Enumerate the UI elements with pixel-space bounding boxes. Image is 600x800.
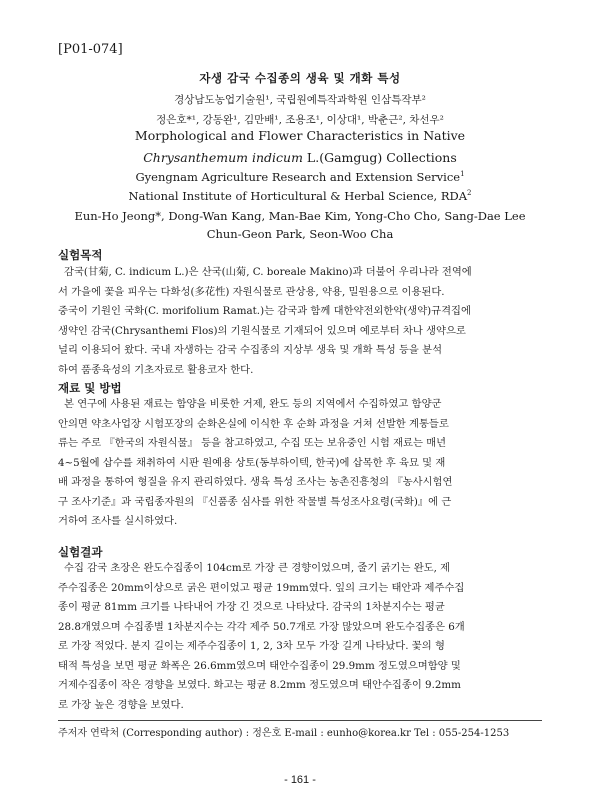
text-line: 감국(甘菊, C. indicum L.)은 산국(山菊, C. boreale Makino)과 더불어 우리나라 전역에: [64, 266, 472, 278]
superscript: 1: [460, 170, 465, 179]
text-line: 태적 특성을 보면 평균 화폭은 26.6mm였으며 태안수집종이 29.9mm 정도였으며함양 및: [58, 659, 461, 672]
text-line: 중국이 기원인 국화(C. morifolium Ramat.)는 감국과 함께 대한약전외한약(생약)규격집에: [58, 305, 471, 317]
abstract-code: [P01-074]: [58, 42, 123, 57]
text-line: 생약인 감국(Chrysanthemi Flos)의 기원식물로 기재되어 있으며 예로부터 차나 생약으로: [58, 324, 466, 337]
affiliation-english-2-text: National Institute of Horticultural & Herbal Science, RDA: [128, 189, 468, 203]
title-korean: 자생 감국 수집종의 생육 및 개화 특성: [199, 71, 401, 85]
text-line: 주수집종은 20mm이상으로 굵은 편이었고 평균 19mm였다. 잎의 크기는 태안과 제주수집: [58, 581, 465, 594]
title-english-line2: [40, 150, 560, 165]
section-heading-results: 실험결과: [58, 545, 103, 559]
text-line: 로 가장 적었다. 분지 길이는 제주수집종이 1, 2, 3차 모두 가장 길게 나타났다. 꽃의 형: [58, 640, 445, 652]
superscript: 2: [467, 189, 472, 198]
text-line: 널리 이용되어 왔다. 국내 자생하는 감국 수집종의 지상부 생육 및 개화 특성 등을 분석: [58, 344, 443, 356]
title-english-line1: Morphological and Flower Characteristics in Native: [134, 128, 466, 143]
page-number: - 161 -: [284, 774, 316, 786]
text-line: 구 조사기준』과 국립종자원의 『신품종 심사를 위한 작물별 특성조사요령(국화)』에 근: [58, 495, 452, 508]
text-line: 거제수집종이 작은 경향을 보였다. 화고는 평균 8.2mm 정도였으며 태안수집종이 9.2mm: [58, 679, 461, 691]
text-line: 28.8개였으며 수집종별 1차분지수는 각각 제주 50.7개로 가장 많았으며 완도수집종은 6개: [58, 620, 465, 633]
text-line: 류는 주로 『한국의 자원식물』 등을 참고하였고, 수집 또는 보유중인 시험 재료는 매년: [58, 437, 447, 449]
section-heading-methods: 재료 및 방법: [58, 381, 122, 395]
affiliation-english-2: [40, 189, 560, 203]
text-line: 로 가장 높은 경향을 보였다.: [58, 698, 184, 711]
affiliation-korean: 경상남도농업기술원¹, 국립원예특작과학원 인삼특작부²: [174, 94, 426, 106]
section-body-methods: [58, 395, 542, 532]
text-line: 하여 품종육성의 기초자료로 활용코자 한다.: [58, 363, 254, 376]
section-body-purpose: [58, 263, 542, 380]
authors-english-line2: Chun-Geon Park, Seon-Woo Cha: [206, 227, 394, 241]
text-line: 안의면 약초사업장 시험포장의 순화온실에 이식한 후 순화 과정을 거쳐 선발한 계통들로: [58, 417, 449, 430]
title-english-rest: L.(Gamgug) Collections: [302, 150, 457, 165]
text-line: 본 연구에 사용된 재료는 함양을 비롯한 거제, 완도 등의 지역에서 수집하였고 함양군: [64, 398, 442, 410]
text-line: 거하여 조사를 실시하였다.: [58, 515, 178, 527]
title-english-species: Chrysanthemum indicum: [143, 150, 303, 165]
text-line: 배 과정을 통하여 형질을 유지 관리하였다. 생육 특성 조사는 농촌진흥청의 『농사시험연: [58, 476, 453, 488]
text-line: 4~5월에 삽수를 채취하여 시판 원예용 상토(동부하이텍, 한국)에 삽목한 후 육묘 및 재: [58, 456, 446, 469]
text-line: 서 가을에 꽃을 피우는 다화성(多花性) 자원식물로 관상용, 약용, 밀원용으로 이용된다.: [58, 285, 445, 298]
affiliation-english-1-text: Gyengnam Agriculture Research and Extension Service: [135, 170, 461, 184]
affiliation-english-1: [40, 170, 560, 184]
section-heading-purpose: 실험목적: [58, 248, 103, 262]
authors-korean: 정은호*¹, 강동완¹, 김만배¹, 조용조¹, 이상대¹, 박춘근², 차선우²: [156, 114, 444, 126]
text-line: 수집 감국 초장은 완도수집종이 104cm로 가장 큰 경향이었으며, 줄기 굵기는 완도, 제: [64, 562, 451, 574]
corresponding-author-footnote: 주저자 연락처 (Corresponding author) : 정은호 E-mail : eunho@korea.kr Tel : 055-254-1253: [58, 728, 510, 739]
authors-english-line1: Eun-Ho Jeong*, Dong-Wan Kang, Man-Bae Kim, Yong-Cho Cho, Sang-Dae Lee: [74, 209, 526, 223]
section-body-results: [58, 559, 542, 715]
footnote-divider: [58, 720, 542, 721]
text-line: 종이 평균 81mm 크기를 나타내어 가장 긴 것으로 나타났다. 감국의 1차분지수는 평균: [58, 601, 445, 613]
